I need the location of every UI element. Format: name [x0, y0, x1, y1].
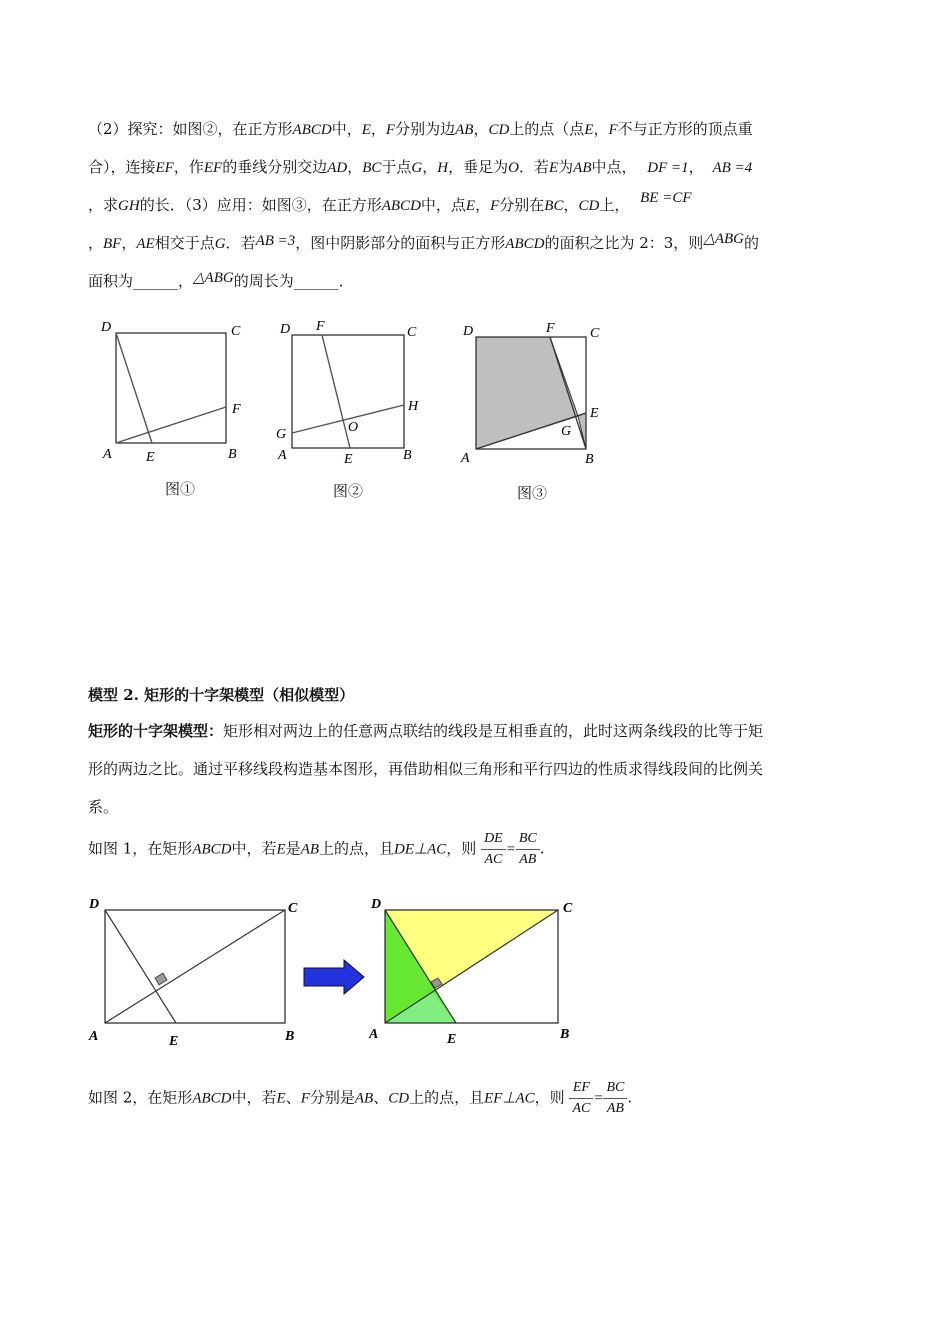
fraction-bc-ab: $\frac{BC}{AB}$	[516, 829, 540, 870]
problem-line-5: 面积为______，△ABG的周长为______．	[88, 270, 354, 290]
label-c: C	[288, 901, 298, 916]
segment-de	[105, 910, 176, 1023]
problem-line-2: 合），连接EF，作EF的垂线分别交边AD，BC于点G，H，垂足为O．若E为AB中点， DF =1， AB =4	[88, 158, 753, 176]
label-a: A	[103, 447, 112, 462]
square-abcd	[116, 333, 226, 443]
label-e: E	[146, 450, 155, 465]
definition-label: 矩形的十字架模型：	[88, 722, 224, 740]
diagonal-ac	[105, 910, 285, 1023]
figure-1	[95, 315, 255, 465]
label-g: G	[276, 427, 287, 442]
problem-line-4: ，BF，AE相交于点G．若AB =3，图中阴影部分的面积与正方形ABCD的面积之比为 2：3，则△ABG的	[88, 231, 760, 252]
label-o: O	[348, 420, 359, 435]
label-e: E	[447, 1032, 457, 1047]
segment-af	[116, 407, 226, 443]
fig1-statement: 如图 1，在矩形ABCD中，若E是AB上的点，且DE⊥AC，则 $\frac{DE}{AC}$ = $\frac{BC}{AB}$ .	[88, 829, 545, 870]
label-a: A	[461, 451, 470, 466]
label-e: E	[169, 1034, 179, 1049]
definition-line-1: 矩形的十字架模型：矩形相对两边上的任意两点联结的线段是互相垂直的，此时这两条线段的比等于矩	[88, 722, 764, 740]
label-f: F	[232, 402, 241, 417]
figure-2	[272, 315, 432, 465]
label-b: B	[285, 1029, 295, 1044]
fraction-de-ac: $\frac{DE}{AC}$	[481, 829, 506, 870]
label-a: A	[278, 448, 287, 463]
caption-figure-1: 图①	[165, 480, 196, 498]
fig2-statement: 如图 2，在矩形ABCD中，若E、F分别是AB、CD上的点，且EF⊥AC，则 $\frac{EF}{AC}$ = $\frac{BC}{AB}$ .	[88, 1078, 632, 1119]
right-angle-mark	[155, 973, 167, 985]
label-b: B	[228, 447, 237, 462]
segment-de	[116, 333, 152, 443]
label-e: E	[344, 452, 353, 465]
label-a: A	[369, 1027, 379, 1042]
section-title: 模型 2. 矩形的十字架模型（相似模型）	[88, 686, 355, 704]
label-b: B	[560, 1027, 570, 1042]
label-c: C	[590, 326, 600, 341]
label-d: D	[463, 324, 474, 339]
label-c: C	[231, 324, 241, 339]
transform-arrow-icon	[300, 958, 370, 998]
label-g: G	[561, 424, 572, 439]
rectangle-figure-1	[85, 890, 315, 1055]
fraction-bc-ab: $\frac{BC}{AB}$	[603, 1078, 627, 1119]
label-e: E	[590, 406, 599, 421]
caption-figure-2: 图②	[333, 482, 364, 500]
label-d: D	[101, 320, 112, 335]
rectangle-figure-2	[365, 890, 595, 1055]
fraction-ef-ac: $\frac{EF}{AC}$	[569, 1078, 593, 1119]
definition-line-2: 形的两边之比。通过平移线段构造基本图形，再借助相似三角形和平行四边的性质求得线段间的比例关	[88, 760, 764, 778]
label-c: C	[407, 325, 417, 340]
label-d: D	[280, 322, 291, 337]
label-f: F	[316, 319, 325, 334]
figure-3	[455, 315, 615, 470]
label-f: F	[546, 321, 555, 336]
problem-line-3: ，求GH的长．（3）应用：如图③，在正方形ABCD中，点E，F分别在BC，CD上， BE =CF	[88, 190, 692, 214]
segment-ef	[322, 335, 350, 448]
label-b: B	[403, 448, 412, 463]
label-a: A	[89, 1029, 99, 1044]
label-b: B	[585, 452, 594, 467]
label-d: D	[89, 897, 100, 912]
caption-figure-3: 图③	[517, 484, 548, 502]
label-d: D	[371, 897, 382, 912]
label-c: C	[563, 901, 573, 916]
definition-line-3: 系。	[88, 798, 119, 816]
label-h: H	[408, 399, 419, 414]
problem-line-1: （2）探究：如图②，在正方形ABCD中，E，F分别为边AB，CD上的点（点E，F不与正方形的顶点重	[88, 120, 753, 138]
